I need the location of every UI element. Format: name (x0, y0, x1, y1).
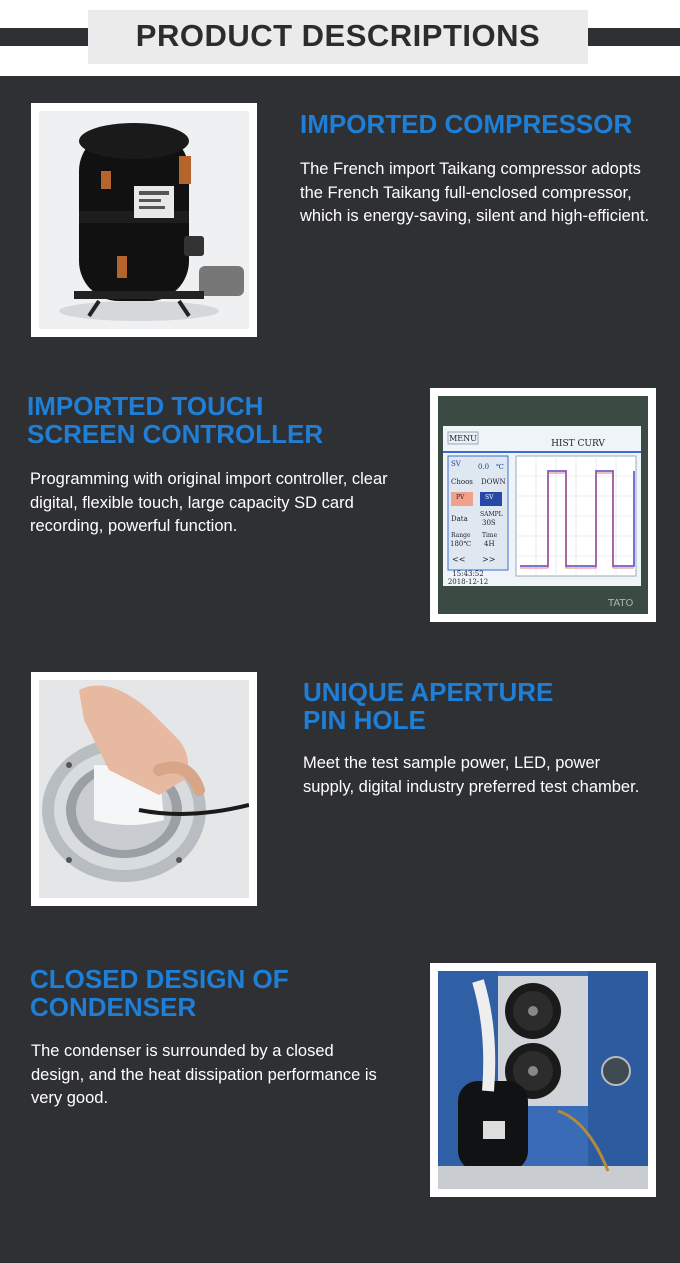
heading-line: IMPORTED COMPRESSOR (300, 109, 633, 139)
screen-time-value: 4H (484, 540, 495, 548)
screen-brand: TATO (608, 598, 634, 609)
screen-sampl: SAMPL (480, 511, 503, 518)
banner-right-bar (588, 28, 680, 46)
screen-range-value: 180℃ (450, 540, 472, 548)
section-text-condenser: The condenser is surrounded by a closed design, and the heat dissipation performance is very good. (31, 1042, 377, 1107)
screen-choose: Choos (451, 478, 473, 486)
screen-pv: PV (456, 494, 465, 501)
screen-prev: << (452, 555, 466, 564)
touch-screen-photo (430, 388, 656, 622)
condenser-photo (430, 963, 656, 1197)
screen-data: Data (451, 515, 468, 523)
section-text-pin-hole: Meet the test sample power, LED, power supply, digital industry preferred test chamber. (303, 754, 640, 796)
heading-line: CONDENSER (30, 992, 197, 1022)
banner-left-bar (0, 28, 88, 46)
section-text-compressor: The French import Taikang compressor adopts the French Taikang full-enclosed compressor, which is energy-saving, silent and high-efficient. (300, 160, 650, 225)
screen-time: Time (482, 532, 498, 539)
heading-line: UNIQUE APERTURE (303, 677, 554, 707)
screen-unit: ℃ (496, 463, 504, 471)
heading-line: PIN HOLE (303, 705, 426, 735)
screen-sv2: SV (485, 494, 494, 501)
pin-hole-photo (31, 672, 257, 906)
screen-sv-value: 0.0 (478, 463, 490, 471)
screen-range: Range (451, 532, 471, 539)
section-heading-touch-screen (27, 392, 323, 448)
screen-down: DOWN (481, 478, 506, 486)
title-banner (0, 0, 680, 76)
heading-line: SCREEN CONTROLLER (27, 419, 324, 449)
section-heading-pin-hole (303, 678, 553, 734)
screen-hist: HIST CURV (551, 439, 605, 449)
screen-menu: MENU (449, 434, 477, 443)
screen-clock: 15:43:52 (452, 570, 484, 578)
section-text-touch-screen: Programming with original import controller, clear digital, flexible touch, large capacity SD card recording, powerful function. (30, 470, 388, 535)
section-heading-compressor (300, 110, 632, 138)
screen-sv-label: SV (451, 460, 461, 468)
page-title: PRODUCT DESCRIPTIONS (135, 18, 541, 53)
screen-next: >> (482, 555, 496, 564)
compressor-photo (31, 103, 257, 337)
heading-line: IMPORTED TOUCH (27, 391, 264, 421)
screen-date: 2018-12-12 (447, 578, 489, 586)
section-heading-condenser (30, 965, 289, 1021)
heading-line: CLOSED DESIGN OF (30, 964, 289, 994)
screen-sampl-value: 30S (482, 519, 496, 527)
